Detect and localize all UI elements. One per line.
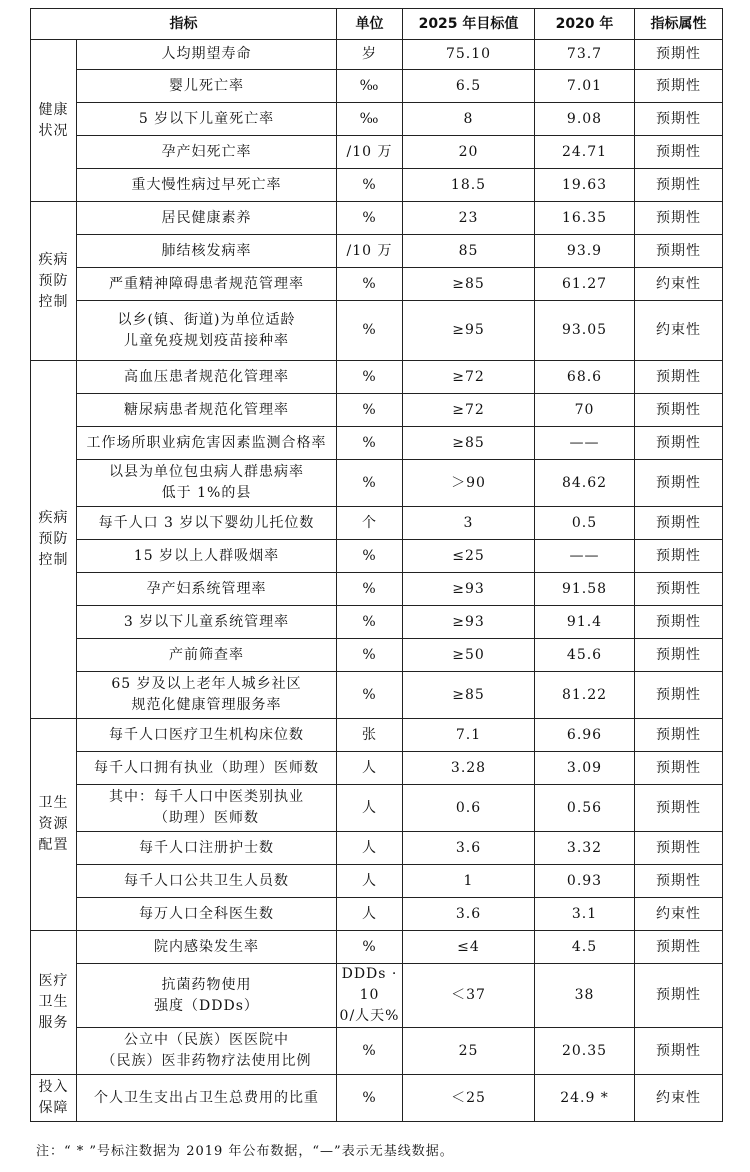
unit-cell: ‰ (337, 70, 403, 103)
value-2020-cell: 9.08 (535, 103, 635, 136)
target-2025-cell: 1 (403, 865, 535, 898)
indicator-cell: 院内感染发生率 (77, 931, 337, 964)
table-row (31, 169, 723, 202)
table-row (31, 672, 723, 719)
target-2025-cell: ≥50 (403, 639, 535, 672)
group-label-text: 疾病预防控制 (38, 251, 69, 310)
unit-cell: % (337, 361, 403, 394)
indicator-cell: 公立中（民族）医医院中 （民族）医非药物疗法使用比例 (77, 1028, 337, 1075)
unit-cell: % (337, 394, 403, 427)
attribute-cell: 预期性 (635, 40, 723, 70)
group-label-text: 疾病预防控制 (38, 510, 69, 568)
indicator-cell: 个人卫生支出占卫生总费用的比重 (77, 1075, 337, 1122)
target-2025-cell: ≤4 (403, 931, 535, 964)
attribute-cell: 约束性 (635, 1075, 723, 1122)
unit-cell: % (337, 573, 403, 606)
target-2025-cell: 3.6 (403, 832, 535, 865)
attribute-cell: 预期性 (635, 507, 723, 540)
value-2020-cell: 70 (535, 394, 635, 427)
group-label-text: 健康状况 (38, 101, 69, 139)
indicator-cell: 重大慢性病过早死亡率 (77, 169, 337, 202)
header-row (31, 9, 723, 40)
indicator-cell: 孕产妇死亡率 (77, 136, 337, 169)
attribute-cell: 预期性 (635, 460, 723, 507)
value-2020-cell: 38 (535, 964, 635, 1028)
unit-cell: % (337, 202, 403, 235)
indicator-cell: 工作场所职业病危害因素监测合格率 (77, 427, 337, 460)
target-2025-cell: ＞90 (403, 460, 535, 507)
group-label-text: 投入保障 (38, 1079, 69, 1116)
table-row (31, 70, 723, 103)
table-row (31, 931, 723, 964)
group-label (31, 719, 77, 931)
target-2025-cell: 7.1 (403, 719, 535, 752)
attribute-cell: 预期性 (635, 169, 723, 202)
indicator-cell: 肺结核发病率 (77, 235, 337, 268)
indicator-cell: 每千人口医疗卫生机构床位数 (77, 719, 337, 752)
unit-cell: % (337, 672, 403, 719)
indicator-cell: 每千人口 3 岁以下婴幼儿托位数 (77, 507, 337, 540)
target-2025-cell: ＜25 (403, 1075, 535, 1122)
indicator-cell: 居民健康素养 (77, 202, 337, 235)
table-row (31, 785, 723, 832)
table-body (31, 40, 723, 1122)
attribute-cell: 约束性 (635, 301, 723, 361)
attribute-cell: 预期性 (635, 70, 723, 103)
table-row (31, 202, 723, 235)
attribute-cell: 预期性 (635, 202, 723, 235)
target-2025-cell: 6.5 (403, 70, 535, 103)
unit-cell: % (337, 460, 403, 507)
indicator-cell: 5 岁以下儿童死亡率 (77, 103, 337, 136)
target-2025-cell: ≥93 (403, 573, 535, 606)
table-row (31, 427, 723, 460)
indicator-cell: 严重精神障碍患者规范管理率 (77, 268, 337, 301)
indicator-cell: 人均期望寿命 (77, 40, 337, 70)
unit-cell: % (337, 268, 403, 301)
attribute-cell: 预期性 (635, 832, 723, 865)
indicator-cell: 以乡(镇、街道)为单位适龄 儿童免疫规划疫苗接种率 (77, 301, 337, 361)
header-year-2020: 2020 年 (535, 9, 635, 40)
table-row (31, 964, 723, 1028)
value-2020-cell: 20.35 (535, 1028, 635, 1075)
value-2020-cell: 93.9 (535, 235, 635, 268)
indicator-cell: 65 岁及以上老年人城乡社区 规范化健康管理服务率 (77, 672, 337, 719)
value-2020-cell: 91.4 (535, 606, 635, 639)
table-row (31, 361, 723, 394)
target-2025-cell: ≥85 (403, 672, 535, 719)
value-2020-cell: 19.63 (535, 169, 635, 202)
target-2025-cell: ＜37 (403, 964, 535, 1028)
target-2025-cell: ≥72 (403, 394, 535, 427)
value-2020-cell: 3.1 (535, 898, 635, 931)
table-row (31, 752, 723, 785)
attribute-cell: 预期性 (635, 606, 723, 639)
target-2025-cell: 3 (403, 507, 535, 540)
table-row (31, 1028, 723, 1075)
target-2025-cell: 8 (403, 103, 535, 136)
table-row (31, 719, 723, 752)
indicator-cell: 每千人口注册护士数 (77, 832, 337, 865)
table-row (31, 898, 723, 931)
table-row (31, 103, 723, 136)
value-2020-cell: 81.22 (535, 672, 635, 719)
indicator-cell: 以县为单位包虫病人群患病率 低于 1%的县 (77, 460, 337, 507)
group-label (31, 40, 77, 202)
value-2020-cell: 24.9 * (535, 1075, 635, 1122)
target-2025-cell: ≥93 (403, 606, 535, 639)
table-row (31, 460, 723, 507)
target-2025-cell: 18.5 (403, 169, 535, 202)
table-row (31, 235, 723, 268)
attribute-cell: 约束性 (635, 268, 723, 301)
table-row (31, 639, 723, 672)
value-2020-cell: 0.93 (535, 865, 635, 898)
target-2025-cell: 3.28 (403, 752, 535, 785)
attribute-cell: 预期性 (635, 235, 723, 268)
group-label (31, 1075, 77, 1122)
attribute-cell: 预期性 (635, 931, 723, 964)
target-2025-cell: 3.6 (403, 898, 535, 931)
indicator-cell: 孕产妇系统管理率 (77, 573, 337, 606)
group-label-text: 医疗卫生服务 (38, 973, 69, 1031)
value-2020-cell: 4.5 (535, 931, 635, 964)
attribute-cell: 预期性 (635, 427, 723, 460)
unit-cell: % (337, 1028, 403, 1075)
table-row (31, 136, 723, 169)
header-indicator: 指标 (31, 9, 337, 40)
attribute-cell: 预期性 (635, 964, 723, 1028)
attribute-cell: 预期性 (635, 540, 723, 573)
value-2020-cell: 68.6 (535, 361, 635, 394)
value-2020-cell: 7.01 (535, 70, 635, 103)
unit-cell: ‰ (337, 103, 403, 136)
value-2020-cell: 16.35 (535, 202, 635, 235)
table-row (31, 865, 723, 898)
target-2025-cell: ≥72 (403, 361, 535, 394)
target-2025-cell: 20 (403, 136, 535, 169)
indicator-cell: 婴儿死亡率 (77, 70, 337, 103)
value-2020-cell: 3.32 (535, 832, 635, 865)
unit-cell: 张 (337, 719, 403, 752)
value-2020-cell: 45.6 (535, 639, 635, 672)
target-2025-cell: 75.10 (403, 40, 535, 70)
header-unit: 单位 (337, 9, 403, 40)
target-2025-cell: ≤25 (403, 540, 535, 573)
unit-cell: /10 万 (337, 136, 403, 169)
indicator-cell: 3 岁以下儿童系统管理率 (77, 606, 337, 639)
unit-cell: 岁 (337, 40, 403, 70)
table-row (31, 832, 723, 865)
group-label (31, 361, 77, 719)
indicator-table (30, 8, 723, 1122)
table-row (31, 606, 723, 639)
attribute-cell: 预期性 (635, 752, 723, 785)
attribute-cell: 约束性 (635, 898, 723, 931)
attribute-cell: 预期性 (635, 719, 723, 752)
attribute-cell: 预期性 (635, 103, 723, 136)
unit-cell: % (337, 606, 403, 639)
target-2025-cell: 85 (403, 235, 535, 268)
unit-cell: % (337, 427, 403, 460)
target-2025-cell: 23 (403, 202, 535, 235)
attribute-cell: 预期性 (635, 672, 723, 719)
attribute-cell: 预期性 (635, 394, 723, 427)
indicator-cell: 每万人口全科医生数 (77, 898, 337, 931)
value-2020-cell: 93.05 (535, 301, 635, 361)
target-2025-cell: 25 (403, 1028, 535, 1075)
unit-cell: 人 (337, 832, 403, 865)
value-2020-cell: 73.7 (535, 40, 635, 70)
table-row (31, 301, 723, 361)
value-2020-cell: 91.58 (535, 573, 635, 606)
indicator-cell: 糖尿病患者规范化管理率 (77, 394, 337, 427)
target-2025-cell: ≥95 (403, 301, 535, 361)
attribute-cell: 预期性 (635, 1028, 723, 1075)
table-row (31, 573, 723, 606)
attribute-cell: 预期性 (635, 136, 723, 169)
value-2020-cell: 0.5 (535, 507, 635, 540)
group-label (31, 202, 77, 361)
header-attribute: 指标属性 (635, 9, 723, 40)
unit-cell: % (337, 639, 403, 672)
unit-cell: 人 (337, 898, 403, 931)
table-row (31, 268, 723, 301)
indicator-cell: 产前筛查率 (77, 639, 337, 672)
target-2025-cell: 0.6 (403, 785, 535, 832)
indicator-cell: 每千人口公共卫生人员数 (77, 865, 337, 898)
target-2025-cell: ≥85 (403, 427, 535, 460)
unit-cell: 人 (337, 785, 403, 832)
table-row (31, 1075, 723, 1122)
value-2020-cell: —— (535, 427, 635, 460)
table-row (31, 394, 723, 427)
attribute-cell: 预期性 (635, 865, 723, 898)
group-label-text: 卫生资源配置 (38, 795, 69, 853)
unit-cell: % (337, 169, 403, 202)
unit-cell: 个 (337, 507, 403, 540)
value-2020-cell: 61.27 (535, 268, 635, 301)
attribute-cell: 预期性 (635, 785, 723, 832)
indicator-cell: 每千人口拥有执业（助理）医师数 (77, 752, 337, 785)
value-2020-cell: 24.71 (535, 136, 635, 169)
unit-cell: 人 (337, 865, 403, 898)
target-2025-cell: ≥85 (403, 268, 535, 301)
table-row (31, 507, 723, 540)
value-2020-cell: 0.56 (535, 785, 635, 832)
indicator-cell: 其中：每千人口中医类别执业 （助理）医师数 (77, 785, 337, 832)
unit-cell: % (337, 1075, 403, 1122)
attribute-cell: 预期性 (635, 573, 723, 606)
attribute-cell: 预期性 (635, 361, 723, 394)
attribute-cell: 预期性 (635, 639, 723, 672)
value-2020-cell: —— (535, 540, 635, 573)
value-2020-cell: 3.09 (535, 752, 635, 785)
table-row (31, 40, 723, 70)
unit-cell: DDDs · 10 0/人天% (337, 964, 403, 1028)
indicator-cell: 抗菌药物使用 强度（DDDs） (77, 964, 337, 1028)
table-row (31, 540, 723, 573)
footnote: 注：“ * ”号标注数据为 2019 年公布数据，“—”表示无基线数据。 (36, 1144, 454, 1159)
unit-cell: % (337, 540, 403, 573)
indicator-cell: 高血压患者规范化管理率 (77, 361, 337, 394)
indicator-cell: 15 岁以上人群吸烟率 (77, 540, 337, 573)
unit-cell: /10 万 (337, 235, 403, 268)
value-2020-cell: 84.62 (535, 460, 635, 507)
unit-cell: % (337, 931, 403, 964)
value-2020-cell: 6.96 (535, 719, 635, 752)
unit-cell: 人 (337, 752, 403, 785)
unit-cell: % (337, 301, 403, 361)
header-target-2025: 2025 年目标值 (403, 9, 535, 40)
group-label (31, 931, 77, 1075)
